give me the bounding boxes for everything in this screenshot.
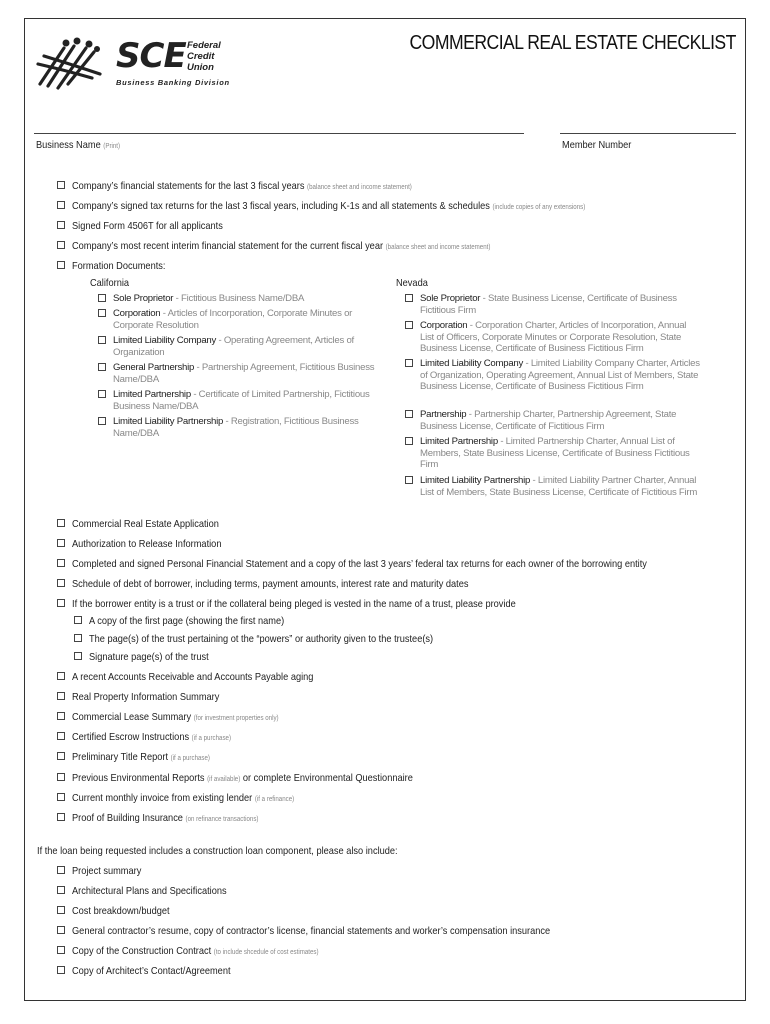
entity-name: General Partnership [113, 362, 195, 373]
entity-name: Sole Proprietor [113, 293, 174, 304]
figures-logo-icon [34, 34, 118, 92]
checkbox[interactable] [405, 437, 413, 445]
entity-name: Limited Liability Partnership [420, 475, 531, 486]
member-number-field[interactable] [560, 133, 736, 163]
california-heading: California [90, 277, 130, 289]
checkbox[interactable] [57, 793, 65, 801]
logo-division: Business Banking Division [116, 78, 230, 87]
item-label: Commercial Lease Summary [72, 711, 192, 723]
checkbox[interactable] [57, 773, 65, 781]
checkbox[interactable] [57, 201, 65, 209]
entity-docs: - Registration, Fictitious Business Name/DBA [113, 416, 359, 439]
sce-logo [34, 34, 230, 94]
item-label: Project summary [72, 865, 142, 877]
checkbox[interactable] [57, 813, 65, 821]
item-label: Cost breakdown/budget [72, 905, 170, 917]
item-label: Current monthly invoice from existing lender [72, 792, 253, 804]
checkbox[interactable] [57, 221, 65, 229]
business-name-field[interactable] [34, 133, 524, 163]
member-number-label: Member Number [562, 139, 632, 151]
item-hint: (if a purchase) [191, 735, 232, 742]
entity-name: Corporation [113, 308, 161, 319]
item-label: Copy of Architect’s Contact/Agreement [72, 965, 231, 977]
entity-docs: - Partnership Agreement, Fictitious Business Name/DBA [113, 362, 375, 385]
item-label: Formation Documents: [72, 260, 166, 272]
checkbox[interactable] [98, 417, 106, 425]
checkbox[interactable] [57, 946, 65, 954]
logo-sce-text: SCE [116, 36, 186, 76]
entity-name: Limited Partnership [113, 389, 191, 400]
checkbox[interactable] [57, 712, 65, 720]
item-label: Signed Form 4506T for all applicants [72, 220, 223, 232]
checkbox[interactable] [98, 363, 106, 371]
item-label: A copy of the first page (showing the first name) [89, 615, 285, 627]
entity-docs: - Fictitious Business Name/DBA [173, 293, 305, 304]
checkbox[interactable] [57, 181, 65, 189]
entity-name: Limited Liability Company [113, 335, 217, 346]
checkbox[interactable] [98, 294, 106, 302]
page-title: COMMERCIAL REAL ESTATE CHECKLIST [409, 32, 736, 54]
logo-line-union: Union [187, 62, 214, 73]
checkbox[interactable] [98, 390, 106, 398]
checkbox[interactable] [74, 652, 82, 660]
item-label: Completed and signed Personal Financial Statement and a copy of the last 3 years’ federal tax returns for each owner of the borrowing entity [72, 558, 647, 570]
item-label: Architectural Plans and Specifications [72, 885, 227, 897]
item-label: Copy of the Construction Contract [72, 945, 212, 957]
item-hint: (on refinance transactions) [185, 816, 259, 823]
logo-line-credit: Credit [187, 51, 215, 62]
checkbox[interactable] [57, 966, 65, 974]
item-hint: (balance sheet and income statement) [307, 184, 412, 191]
item-label: Previous Environmental Reports [72, 772, 205, 784]
checkbox[interactable] [57, 539, 65, 547]
logo-line-federal: Federal [187, 40, 221, 51]
logo-fcu-text [187, 40, 221, 73]
checkbox[interactable] [57, 866, 65, 874]
checkbox[interactable] [57, 886, 65, 894]
item-label: Certified Escrow Instructions [72, 731, 190, 743]
entity-docs: - Operating Agreement, Articles of Organization [113, 335, 354, 358]
checkbox[interactable] [98, 336, 106, 344]
item-label: Company’s most recent interim financial statement for the current fiscal year [72, 240, 384, 252]
checkbox[interactable] [57, 732, 65, 740]
construction-intro: If the loan being requested includes a construction loan component, please also include: [37, 845, 398, 857]
checkbox[interactable] [57, 692, 65, 700]
item-hint: (if a refinance) [254, 796, 295, 803]
item-label: Company’s signed tax returns for the last 3 fiscal years, including K-1s and all statements & schedules [72, 200, 490, 212]
checkbox[interactable] [74, 616, 82, 624]
checkbox[interactable] [57, 241, 65, 249]
nevada-heading: Nevada [396, 277, 428, 289]
entity-docs: - State Business License, Certificate of Business Fictitious Firm [420, 293, 677, 316]
checkbox[interactable] [405, 410, 413, 418]
checkbox[interactable] [57, 519, 65, 527]
item-label: Schedule of debt of borrower, including terms, payment amounts, interest rate and maturity dates [72, 578, 469, 590]
entity-name: Limited Liability Partnership [113, 416, 224, 427]
item-label: Preliminary Title Report [72, 751, 169, 763]
entity-docs: - Partnership Charter, Partnership Agreement, State Business License, Certificate of Fictitious Firm [420, 409, 677, 432]
entity-name: Limited Liability Company [420, 358, 524, 369]
item-label: Company’s financial statements for the last 3 fiscal years [72, 180, 305, 192]
checkbox[interactable] [57, 559, 65, 567]
checkbox[interactable] [405, 359, 413, 367]
checkbox[interactable] [405, 321, 413, 329]
business-name-hint: (Print) [103, 143, 121, 150]
item-label: Proof of Building Insurance [72, 812, 183, 824]
item-hint: (if available) [207, 776, 241, 783]
checkbox[interactable] [405, 476, 413, 484]
entity-name: Corporation [420, 320, 468, 331]
checkbox[interactable] [57, 261, 65, 269]
entity-docs: - Limited Liability Company Charter, Articles of Organization, Operating Agreement, Annual List of Members, State Business License, Certificate of Business Fictitious Firm [420, 358, 700, 392]
item-hint: (to include shcedule of cost estimates) [213, 949, 319, 956]
checkbox[interactable] [74, 634, 82, 642]
entity-name: Sole Proprietor [420, 293, 481, 304]
entity-docs: - Certificate of Limited Partnership, Fictitious Business Name/DBA [113, 389, 370, 412]
checkbox[interactable] [57, 906, 65, 914]
item-label: Real Property Information Summary [72, 691, 220, 703]
entity-docs: - Limited Partnership Charter, Annual List of Members, State Business License, Certificate of Business Fictitious Firm [420, 436, 690, 470]
item-hint: (include copies of any extensions) [492, 204, 586, 211]
checkbox[interactable] [405, 294, 413, 302]
item-label: General contractor’s resume, copy of contractor’s license, financial statements and worker’s compensation insurance [72, 925, 551, 937]
entity-docs: - Corporation Charter, Articles of Incorporation, Annual List of Officers, Corporate Minutes or Corporate Resolution, State Business License, Certificate of Business Fictitious Firm [420, 320, 687, 354]
item-label-tail: or complete Environmental Questionnaire [242, 772, 413, 784]
checkbox[interactable] [98, 309, 106, 317]
entity-name: Limited Partnership [420, 436, 498, 447]
checkbox[interactable] [57, 599, 65, 607]
checkbox[interactable] [57, 752, 65, 760]
entity-name: Partnership [420, 409, 467, 420]
item-hint: (for investment properties only) [193, 715, 279, 722]
item-label: Signature page(s) of the trust [89, 651, 209, 663]
item-label: Commercial Real Estate Application [72, 518, 219, 530]
checkbox[interactable] [57, 926, 65, 934]
checkbox[interactable] [57, 579, 65, 587]
business-name-label: Business Name [36, 139, 101, 151]
item-label: If the borrower entity is a trust or if the collateral being pleged is vested in the name of a trust, please provide [72, 598, 516, 610]
checkbox[interactable] [57, 672, 65, 680]
item-label: Authorization to Release Information [72, 538, 222, 550]
entity-docs: - Articles of Incorporation, Corporate Minutes or Corporate Resolution [113, 308, 353, 331]
item-hint: (balance sheet and income statement) [385, 244, 491, 251]
item-label: A recent Accounts Receivable and Accounts Payable aging [72, 671, 314, 683]
item-label: The page(s) of the trust pertaining ot the “powers” or authority given to the trustee(s) [89, 633, 434, 645]
entity-docs: - Limited Liability Partner Charter, Annual List of Members, State Business License, Certificate of Fictitious Firm [420, 475, 698, 498]
item-hint: (if a purchase) [170, 755, 210, 762]
